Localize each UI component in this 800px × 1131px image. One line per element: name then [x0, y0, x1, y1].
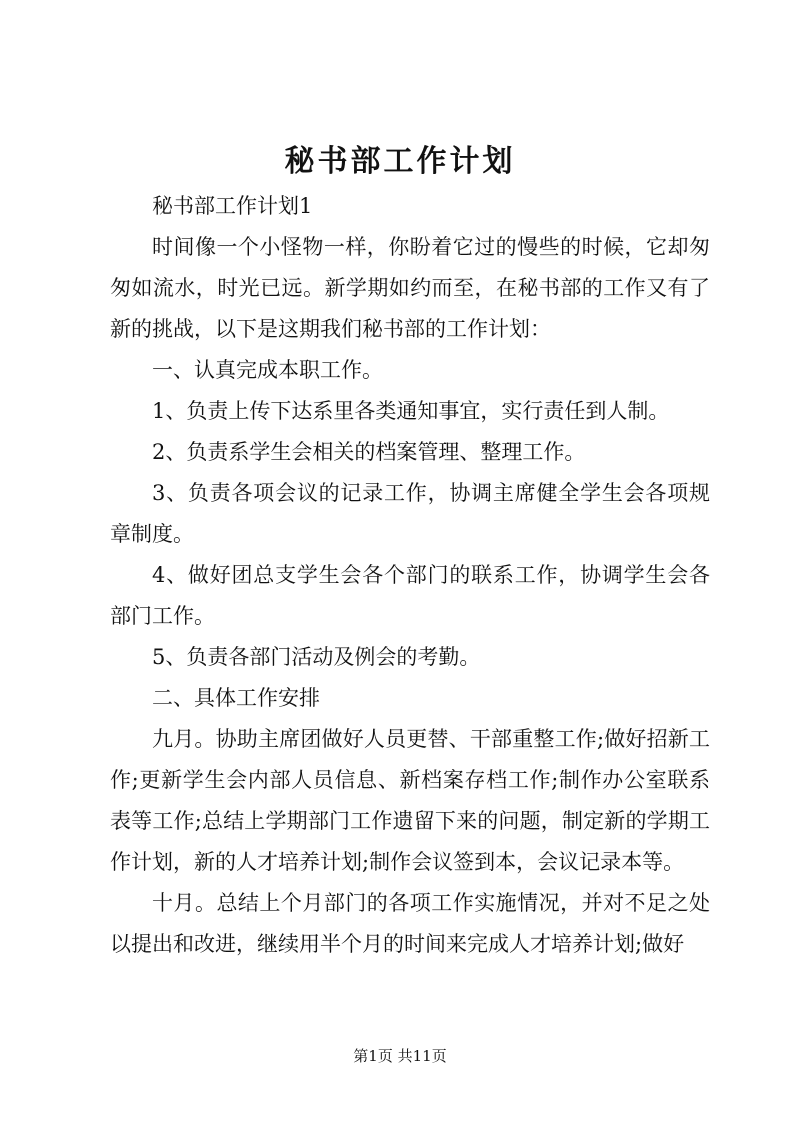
section-heading: 二、具体工作安排 [152, 686, 320, 710]
paragraph: 时间像一个小怪物一样，你盼着它过的慢些的时候，它却匆匆如流水，时光已远。新学期如约而至，在秘书部的工作又有了新的挑战，以下是这期我们秘书部的工作计划： [110, 235, 710, 341]
list-item: 5、负责各部门活动及例会的考勤。 [152, 645, 481, 669]
page-footer: 第1页 共11页 [353, 1047, 447, 1065]
list-item: 1、负责上传下达系里各类通知事宜，实行责任到人制。 [152, 399, 670, 423]
paragraph: 十月。总结上个月部门的各项工作实施情况，并对不足之处以提出和改进，继续用半个月的时间来完成人才培养计划;做好 [110, 891, 710, 956]
section-heading: 一、认真完成本职工作。 [152, 358, 383, 382]
document-title: 秘书部工作计划 [284, 144, 516, 179]
paragraph: 九月。协助主席团做好人员更替、干部重整工作;做好招新工作;更新学生会内部人员信息、新档案存档工作;制作办公室联系表等工作;总结上学期部门工作遗留下来的问题，制定新的学期工作计划，新的人才培养计划;制作会议签到本，会议记录本等。 [110, 727, 710, 874]
paragraph: 秘书部工作计划1 [152, 194, 313, 218]
list-item: 4、做好团总支学生会各个部门的联系工作，协调学生会各部门工作。 [110, 563, 710, 628]
list-item: 2、负责系学生会相关的档案管理、整理工作。 [152, 440, 586, 464]
list-item: 3、负责各项会议的记录工作，协调主席健全学生会各项规章制度。 [110, 481, 710, 546]
document-body [110, 186, 710, 965]
